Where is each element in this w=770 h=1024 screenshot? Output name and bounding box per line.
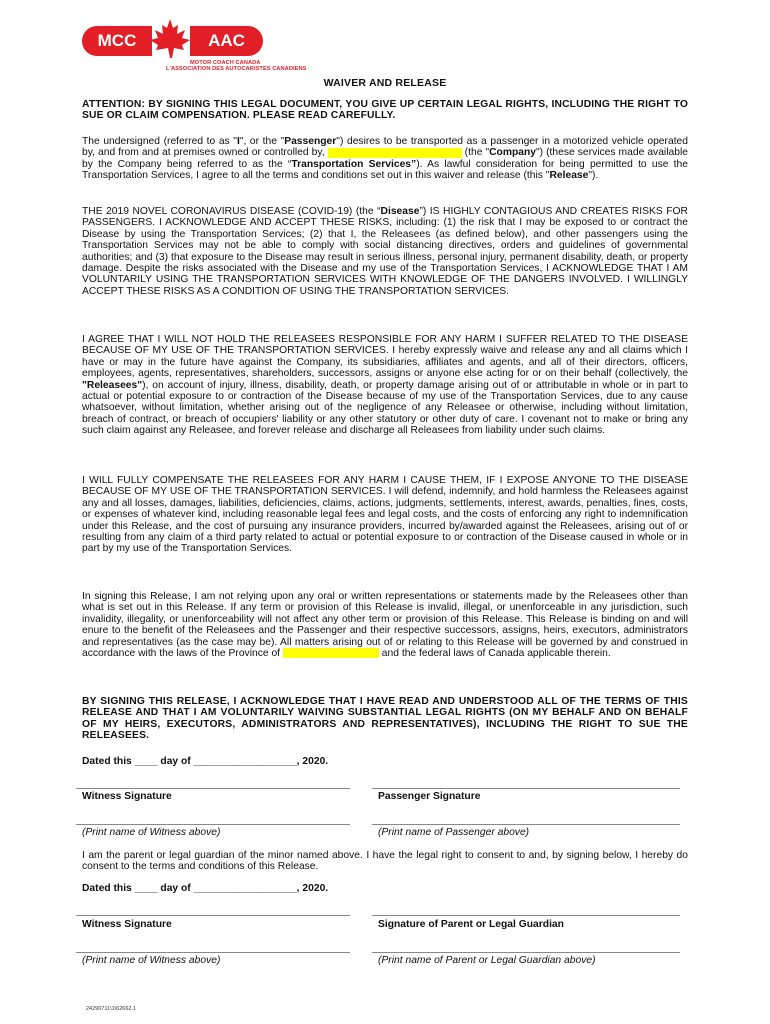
- witness-print-name-line[interactable]: [76, 824, 350, 825]
- print-passenger-label: (Print name of Passenger above): [378, 827, 530, 838]
- guardian-signature-line[interactable]: [372, 915, 680, 916]
- document-reference-id: 24290711\1\62662.1: [86, 1006, 137, 1012]
- passenger-signature-label: Passenger Signature: [378, 791, 481, 802]
- mcc-aac-logo: [82, 18, 307, 74]
- paragraph-release-claims: I AGREE THAT I WILL NOT HOLD THE RELEASEES RESPONSIBLE FOR ANY HARM I SUFFER RELATED TO THE DISEASE BECAUSE OF MY USE OF THE TRANSPORTATION SERVICES. I hereby expressly waive and release any and all claims which I have or may in the future have against the Company, its subsidiaries, affiliates and agents, and all of their directors, officers, employees, agents, representatives, shareholders, successors, assigns or anyone else acting for or on their behalf (collectively, the "Releasees"), on account of injury, illness, disability, death, or property damage arising out of or attributable in whole or in part to actual or potential exposure to or contraction of the Disease because of my use of the Transportation Services, due to any cause whatsoever, without limitation, whether arising out of the negligence of any Releasee or otherwise, including without limitation, breach of contract, or breach of occupiers' liability or any other statutory or other duty of care. I covenant not to make or bring any such claim against any Releasee, and forever release and discharge all Releasees from liability under such claims.: [82, 334, 688, 437]
- witness-signature-label-2: Witness Signature: [82, 919, 172, 930]
- paragraph-indemnity: I WILL FULLY COMPENSATE THE RELEASEES FOR ANY HARM I CAUSE THEM, IF I EXPOSE ANYONE TO THE DISEASE BECAUSE OF MY USE OF THE TRANSPORTATION SERVICES. I will defend, indemnify, and hold harmless the Releasees against any and all losses, damages, liabilities, deficiencies, claims, actions, judgments, settlements, interest, awards, penalties, fines, costs, or expenses of whatever kind, including reasonable legal fees and legal costs, and the costs of enforcing any right to indemnification under this Release, and the cost of pursuing any insurance providers, incurred by/awarded against the Releasees, arising out of or resulting from any claim of a third party related to actual or potential exposure to or contraction of the Disease caused in whole or in part by my use of the Transportation Services.: [82, 475, 688, 555]
- print-witness-label: (Print name of Witness above): [82, 827, 221, 838]
- acknowledgement-statement: BY SIGNING THIS RELEASE, I ACKNOWLEDGE THAT I HAVE READ AND UNDERSTOOD ALL OF THE TERMS OF THIS RELEASE AND THAT I AM VOLUNTARILY WAIVING SUBSTANTIAL LEGAL RIGHTS (ON MY BEHALF AND ON BEHALF OF MY HEIRS, EXECUTORS, ADMINISTRATORS AND REPRESENTATIVES), INCLUDING THE RIGHT TO SUE THE RELEASEES.: [82, 696, 688, 742]
- witness-print-name-line-2[interactable]: [76, 952, 350, 953]
- maple-leaf-icon: [148, 18, 192, 60]
- witness-signature-line[interactable]: [76, 788, 350, 789]
- dated-line-passenger[interactable]: Dated this ____ day of __________________, 2020.: [82, 756, 329, 767]
- print-witness-label-2: (Print name of Witness above): [82, 955, 221, 966]
- paragraph-governing-law: In signing this Release, I am not relying upon any oral or written representations or statements made by the Releasees other than what is set out in this Release. If any term or provision of this Release is invalid, illegal, or unenforceable in any jurisdiction, such invalidity, illegality, or unenforceability will not affect any other term or provision of this Release. This Release is binding on and will enure to the benefit of the Releasees and the Passenger and their respective successors, assigns, heirs, executors, administrators and representatives (as the case may be). All matters arising out of or relating to this Release will be governed by and construed in accordance with the laws of the Province of and the federal laws of Canada applicable therein.: [82, 591, 688, 660]
- witness-signature-label: Witness Signature: [82, 791, 172, 802]
- logo-aac-text: AAC: [190, 26, 263, 56]
- print-guardian-label: (Print name of Parent or Legal Guardian above): [378, 955, 596, 966]
- attention-notice: ATTENTION: BY SIGNING THIS LEGAL DOCUMENT, YOU GIVE UP CERTAIN LEGAL RIGHTS, INCLUDING THE RIGHT TO SUE OR CLAIM COMPENSATION. PLEASE READ CAREFULLY.: [82, 99, 688, 122]
- document-title: WAIVER AND RELEASE: [323, 77, 447, 89]
- province-field[interactable]: [283, 648, 379, 658]
- passenger-signature-line[interactable]: [372, 788, 680, 789]
- guardian-print-name-line[interactable]: [372, 952, 680, 953]
- paragraph-intro: The undersigned (referred to as "I", or the "Passenger") desires to be transported as a passenger in a motorized vehicle operated by, and from and at premises owned or controlled by, (the "Company") (these services made available by the Company being referred to as the “Transportation Services”). As lawful consideration for being permitted to use the Transportation Services, I agree to all the terms and conditions set out in this waiver and release (this "Release").: [82, 136, 689, 182]
- logo-mcc-text: MCC: [82, 26, 152, 56]
- guardian-consent-text: I am the parent or legal guardian of the minor named above. I have the legal right to consent to and, by signing below, I hereby do consent to the terms and conditions of this Release.: [82, 850, 688, 873]
- logo-tagline-french: L'ASSOCIATION DES AUTOCARISTES CANADIENS: [166, 66, 307, 72]
- dated-line-guardian[interactable]: Dated this ____ day of __________________, 2020.: [82, 883, 329, 894]
- logo-tagline-english: MOTOR COACH CANADA: [190, 60, 261, 66]
- guardian-signature-label: Signature of Parent or Legal Guardian: [378, 919, 564, 930]
- passenger-print-name-line[interactable]: [372, 824, 680, 825]
- company-name-field[interactable]: [328, 148, 462, 158]
- witness-signature-line-2[interactable]: [76, 915, 350, 916]
- paragraph-disease-risks: THE 2019 NOVEL CORONAVIRUS DISEASE (COVID-19) (the “Disease”) IS HIGHLY CONTAGIOUS AND CREATES RISKS FOR PASSENGERS. I ACKNOWLEDGE AND ACCEPT THESE RISKS, including: (1) the risk that I may be exposed to or contract the Disease by using the Transportation Services; (2) that I, the Releasees (as defined below), and other passengers using the Transportation Services may not be able to comply with social distancing directives, orders and guidelines of governmental authorities; and (3) that exposure to the Disease may result in serious illness, personal injury, permanent disability, death, or property damage. Despite the risks associated with the Disease and my use of the Transportation Services, I ACKNOWLEDGE THAT I AM VOLUNTARILY USING THE TRANSPORTATION SERVICES WITH KNOWLEDGE OF THE DANGERS INVOLVED. I WILLINGLY ACCEPT THESE RISKS AS A CONDITION OF USING THE TRANSPORTATION SERVICES.: [82, 206, 688, 297]
